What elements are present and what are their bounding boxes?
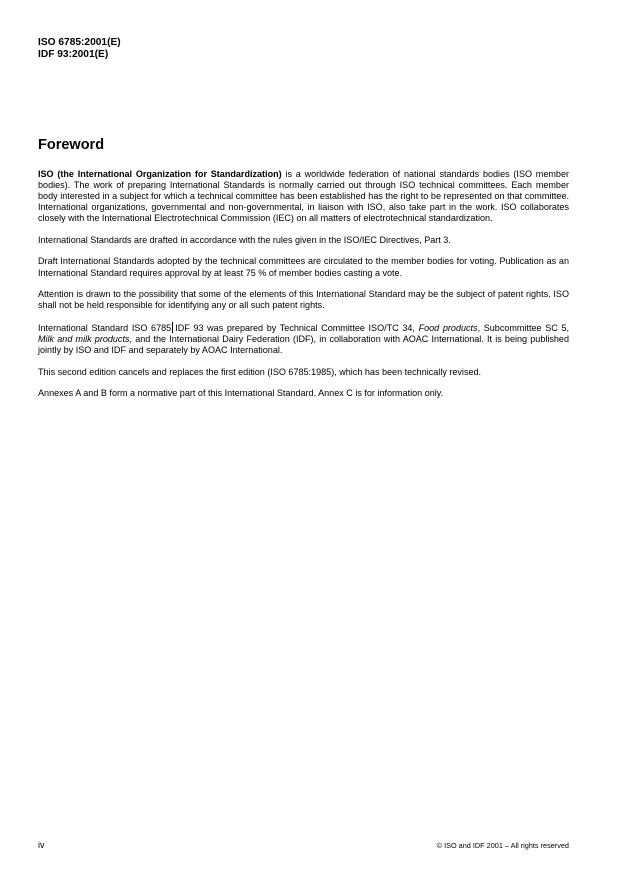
prep-text-2: IDF 93 was prepared by Technical Committee ISO/TC 34, bbox=[175, 322, 419, 333]
milk-products-term: Milk and milk products bbox=[38, 333, 130, 344]
paragraph-edition: This second edition cancels and replaces the first edition (ISO 6785:1985), which has been technically revised. bbox=[38, 366, 482, 377]
idf-reference: IDF 93:2001(E) bbox=[38, 49, 109, 60]
iso-reference: ISO 6785:2001(E) bbox=[38, 37, 121, 48]
paragraph-patent: Attention is drawn to the possibility that some of the elements of this International Standard may be the subject of patent rights. ISO shall not be held responsible for identifying any or all such patent rights. bbox=[38, 289, 569, 311]
iso-description-text: is a worldwide federation of national standards bodies (ISO member bodies). The work of preparing International Standards is normally carried out through ISO technical committees. Each member body interested in a subject for which a technical committee has been established has the right to be represented on that committee. International organizations, governmental and non-governmental, in liaison with ISO, also take part in the work. ISO collaborates closely with the International Electrotechnical Commission (IEC) on all matters of electrotechnical standardization. bbox=[38, 169, 569, 224]
paragraph-voting: Draft International Standards adopted by the technical committees are circulated to the member bodies for voting. Publication as an International Standard requires approval by at least 75 % of member bodies casting a vote. bbox=[38, 256, 569, 278]
prep-text-3: , Subcommittee SC 5, bbox=[477, 322, 569, 333]
paragraph-preparation bbox=[38, 322, 569, 356]
foreword-body bbox=[38, 169, 569, 410]
page-number: iv bbox=[38, 840, 45, 850]
copyright-notice: © ISO and IDF 2001 – All rights reserved bbox=[436, 841, 569, 850]
paragraph-annexes: Annexes A and B form a normative part of this International Standard. Annex C is for information only. bbox=[38, 388, 444, 399]
prep-text-4: , and the International Dairy Federation (IDF), in collaboration with AOAC International. It is being published jointly by ISO and IDF and separately by AOAC International. bbox=[38, 333, 569, 355]
prep-text-1: International Standard ISO 6785 bbox=[38, 322, 172, 333]
separator-bar bbox=[172, 322, 173, 333]
paragraph-iso-description bbox=[38, 169, 569, 224]
document-header bbox=[38, 37, 121, 61]
paragraph-directives: International Standards are drafted in accordance with the rules given in the ISO/IEC Directives, Part 3. bbox=[38, 234, 451, 245]
page-title: Foreword bbox=[38, 137, 105, 153]
iso-bold-lead: ISO (the International Organization for Standardization) bbox=[38, 169, 282, 179]
food-products-term: Food products bbox=[418, 322, 478, 333]
